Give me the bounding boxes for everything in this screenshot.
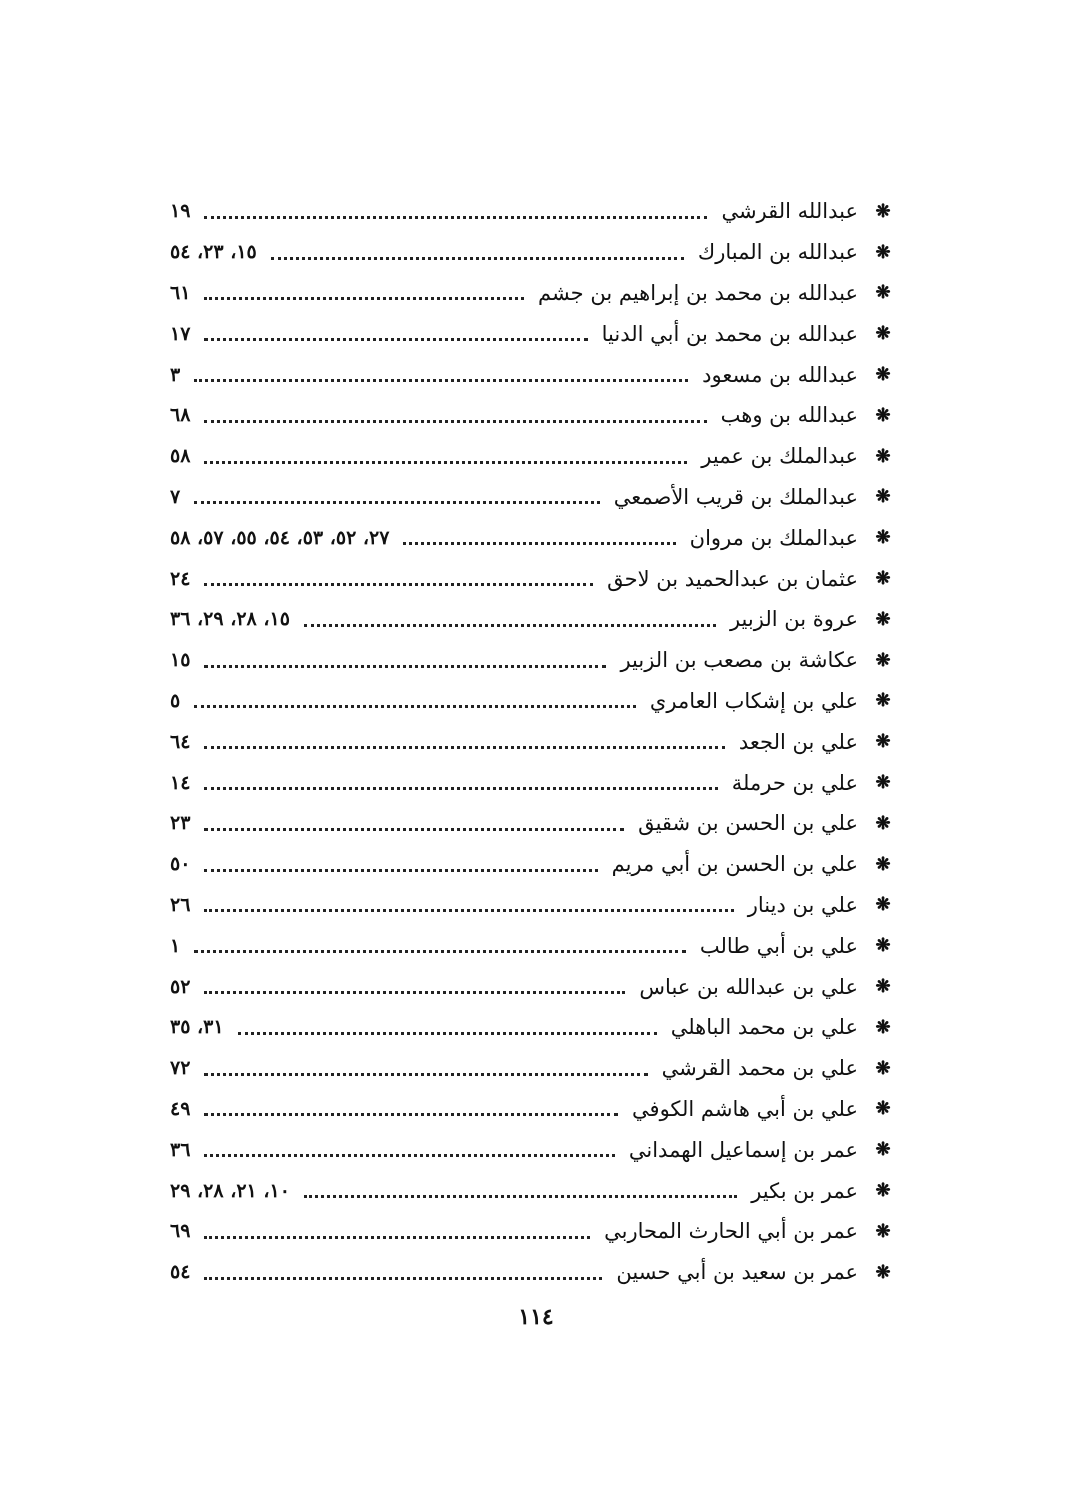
entry-name: علي بن أبي هاشم الكوفي [632,1096,858,1121]
entry-name: عبدالله القرشي [721,199,858,224]
index-entry [170,477,894,518]
entry-row [170,1179,858,1203]
entry-pages: ١٠، ٢١، ٢٨، ٢٩ [170,1179,290,1202]
entry-pages: ٦٩ [170,1220,191,1243]
bullet-star-icon: ❋ [875,1057,891,1079]
index-entry [170,313,894,354]
bullet-star-icon: ❋ [875,1139,891,1161]
index-entry [170,1211,894,1252]
entry-name: عبدالله بن مسعود [702,362,858,387]
bullet-star-icon: ❋ [875,812,891,834]
entry-name: علي بن إشكاب العامري [649,688,858,713]
dot-leader [204,991,625,994]
entry-name: عمر بن أبي الحارث المحاربي [604,1219,858,1244]
bullet-star-icon: ❋ [875,1261,891,1283]
entry-pages: ٥٨ [170,445,191,468]
entry-name: عبدالملك بن قريب الأصمعي [613,484,858,509]
dot-leader [204,828,624,831]
dot-leader [194,379,688,382]
dot-leader [238,1032,657,1035]
entry-row [170,975,858,999]
index-entry [170,558,894,599]
bullet-star-icon: ❋ [875,772,891,794]
entry-pages: ١٩ [170,200,191,223]
entry-name: علي بن محمد الباهلي [670,1015,858,1040]
bullet-star-icon: ❋ [875,445,891,467]
dot-leader [204,746,724,749]
entry-pages: ١٤ [170,771,191,794]
dot-leader [194,501,600,504]
entry-name: عمر بن سعيد بن أبي حسين [616,1260,858,1285]
entry-pages: ٣ [170,363,181,386]
entry-pages: ٣٦ [170,1138,191,1161]
entry-name: عثمان بن عبدالحميد بن لاحق [607,566,858,591]
entry-row [170,607,858,631]
index-list [170,191,894,1293]
entry-name: عبدالملك بن عمير [701,444,858,469]
entry-name: عمر بن بكير [751,1178,858,1203]
bullet-star-icon: ❋ [875,894,891,916]
dot-leader [204,461,687,464]
entry-pages: ٢٣ [170,812,191,835]
entry-row [170,322,858,346]
bullet-star-icon: ❋ [875,323,891,345]
entry-pages: ٥٠ [170,853,191,876]
entry-name: علي بن الجعد [738,729,858,754]
dot-leader [204,787,717,790]
entry-row [170,281,858,305]
entry-row [170,648,858,672]
index-entry [170,1252,894,1293]
entry-pages: ٦٤ [170,730,191,753]
entry-row [170,1056,858,1080]
entry-pages: ٧٢ [170,1057,191,1080]
index-entry [170,844,894,885]
index-entry [170,1007,894,1048]
entry-pages: ٦٨ [170,404,191,427]
bullet-star-icon: ❋ [875,608,891,630]
bullet-star-icon: ❋ [875,282,891,304]
index-entry [170,681,894,722]
entry-row [170,567,858,591]
dot-leader [204,909,733,912]
entry-pages: ٥٢ [170,975,191,998]
index-entry [170,925,894,966]
entry-name: عمر بن إسماعيل الهمداني [628,1137,858,1162]
dot-leader [271,257,684,260]
entry-row [170,444,858,468]
index-entry [170,1048,894,1089]
bullet-star-icon: ❋ [875,364,891,386]
entry-row [170,852,858,876]
index-entry [170,721,894,762]
entry-pages: ٢٧، ٥٢، ٥٣، ٥٤، ٥٥، ٥٧، ٥٨ [170,526,390,549]
entry-name: علي بن عبدالله بن عباس [639,974,858,999]
entry-pages: ٧ [170,485,181,508]
entry-name: عبدالله بن وهب [720,403,858,428]
index-entry [170,395,894,436]
bullet-star-icon: ❋ [875,649,891,671]
entry-name: علي بن دينار [747,892,858,917]
entry-pages: ١ [170,934,181,957]
bullet-star-icon: ❋ [875,486,891,508]
entry-row [170,526,858,550]
dot-leader [304,624,716,627]
dot-leader [204,216,707,219]
entry-name: علي بن الحسن بن شقيق [638,811,858,836]
entry-row [170,363,858,387]
page-number: ١١٤ [518,1304,554,1330]
entry-row [170,893,858,917]
entry-row [170,240,858,264]
index-entry [170,966,894,1007]
entry-row [170,1097,858,1121]
bullet-star-icon: ❋ [875,690,891,712]
entry-row [170,199,858,223]
bullet-star-icon: ❋ [875,731,891,753]
entry-row [170,1138,858,1162]
index-entry [170,803,894,844]
dot-leader [204,1113,618,1116]
bullet-star-icon: ❋ [875,1016,891,1038]
entry-row [170,485,858,509]
index-entry [170,232,894,273]
entry-pages: ١٧ [170,322,191,345]
entry-row [170,730,858,754]
dot-leader [304,1195,737,1198]
entry-row [170,1260,858,1284]
entry-pages: ١٥، ٢٨، ٢٩، ٣٦ [170,608,290,631]
bullet-star-icon: ❋ [875,404,891,426]
dot-leader [204,1154,614,1157]
entry-pages: ٥ [170,689,181,712]
dot-leader [204,1236,590,1239]
dot-leader [194,950,686,953]
dot-leader [204,1073,647,1076]
index-entry [170,191,894,232]
entry-name: علي بن أبي طالب [699,933,858,958]
bullet-star-icon: ❋ [875,935,891,957]
dot-leader [194,705,636,708]
entry-row [170,1219,858,1243]
index-entry [170,273,894,314]
index-entry [170,1129,894,1170]
dot-leader [204,665,606,668]
entry-pages: ١٥ [170,649,191,672]
index-entry [170,599,894,640]
entry-row [170,934,858,958]
entry-name: عبدالله بن محمد بن إبراهيم بن جشم [537,280,858,305]
dot-leader [204,420,706,423]
entry-name: عكاشة بن مصعب بن الزبير [620,648,858,673]
bullet-star-icon: ❋ [875,1098,891,1120]
dot-leader [204,297,524,300]
entry-name: عبدالله بن محمد بن أبي الدنيا [601,321,858,346]
entry-pages: ٦١ [170,281,191,304]
entry-name: علي بن محمد القرشي [661,1056,858,1081]
bullet-star-icon: ❋ [875,568,891,590]
entry-name: عبدالملك بن مروان [689,525,858,550]
bullet-star-icon: ❋ [875,1180,891,1202]
bullet-star-icon: ❋ [875,853,891,875]
entry-name: علي بن حرملة [731,770,858,795]
dot-leader [204,1277,602,1280]
entry-pages: ٢٤ [170,567,191,590]
entry-pages: ٣١، ٣٥ [170,1016,224,1039]
entry-name: عبدالله بن المبارك [697,240,858,265]
bullet-star-icon: ❋ [875,527,891,549]
index-entry [170,436,894,477]
index-entry [170,354,894,395]
dot-leader [204,869,597,872]
index-entry [170,1170,894,1211]
index-entry [170,640,894,681]
dot-leader [204,338,587,341]
index-entry [170,762,894,803]
index-entry [170,1089,894,1130]
dot-leader [204,583,593,586]
entry-pages: ٥٤ [170,1261,191,1284]
bullet-star-icon: ❋ [875,976,891,998]
bullet-star-icon: ❋ [875,1220,891,1242]
entry-pages: ٢٦ [170,893,191,916]
entry-name: علي بن الحسن بن أبي مريم [611,852,858,877]
dot-leader [403,542,675,545]
entry-row [170,1015,858,1039]
entry-row [170,403,858,427]
entry-row [170,811,858,835]
entry-name: عروة بن الزبير [729,607,858,632]
index-entry [170,517,894,558]
entry-pages: ١٥، ٢٣، ٥٤ [170,241,257,264]
entry-row [170,771,858,795]
entry-row [170,689,858,713]
bullet-star-icon: ❋ [875,241,891,263]
bullet-star-icon: ❋ [875,200,891,222]
entry-pages: ٤٩ [170,1097,191,1120]
index-entry [170,885,894,926]
